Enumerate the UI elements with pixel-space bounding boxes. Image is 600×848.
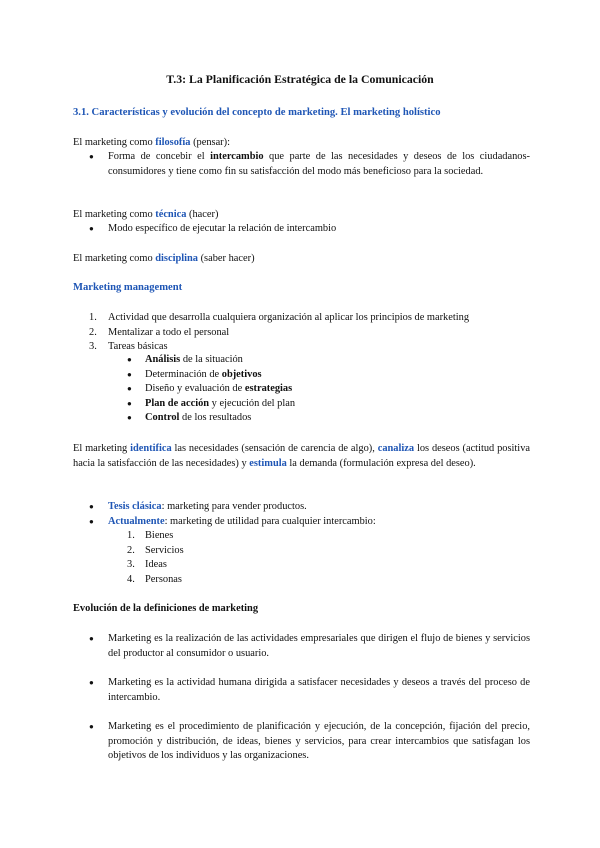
list-number: 3. bbox=[127, 559, 135, 571]
keyword-filosofia: filosofía bbox=[155, 137, 191, 148]
list-item bbox=[73, 397, 530, 412]
text: la demanda (formulación expresa del deseo). bbox=[286, 457, 476, 469]
list-number: 4. bbox=[127, 573, 135, 585]
list-item bbox=[73, 353, 530, 368]
keyword-actualmente: Actualmente bbox=[108, 515, 165, 527]
identifica-paragraph bbox=[73, 442, 530, 471]
list-item bbox=[73, 558, 530, 573]
text: : marketing de utilidad para cualquier intercambio: bbox=[164, 515, 376, 527]
list-item bbox=[73, 515, 530, 530]
keyword: Plan de acción bbox=[145, 397, 210, 409]
list-item bbox=[73, 368, 530, 383]
text: Servicios bbox=[145, 544, 184, 556]
disciplina-line bbox=[73, 252, 530, 267]
text: (pensar): bbox=[190, 137, 230, 148]
tecnica-list bbox=[73, 222, 530, 237]
list-item bbox=[73, 150, 530, 179]
text: que parte de las necesidades y deseos de los ciudadanos-consumidores y tiene como fin su satisfacción del modo más beneficioso para la sociedad. bbox=[108, 151, 531, 177]
list-number: 3. bbox=[89, 341, 97, 353]
text: : marketing para vender productos. bbox=[161, 501, 307, 512]
text: de los resultados bbox=[179, 412, 252, 424]
document-title: T.3: La Planificación Estratégica de la Comunicación bbox=[166, 72, 434, 86]
text: Bienes bbox=[145, 530, 174, 541]
text: (hacer) bbox=[186, 209, 219, 220]
text: Tareas básicas bbox=[108, 341, 168, 353]
text: El marketing bbox=[73, 443, 131, 454]
keyword-estimula: estimula bbox=[249, 457, 287, 469]
list-item bbox=[73, 311, 530, 326]
definition-list-1 bbox=[73, 632, 530, 661]
list-item bbox=[73, 573, 530, 588]
list-item: ● Modo específico de ejecutar la relación de intercambio bbox=[73, 222, 530, 237]
text: El marketing como bbox=[73, 253, 156, 264]
list-number: 2. bbox=[89, 326, 97, 338]
keyword: Control bbox=[145, 412, 180, 424]
text: El marketing como bbox=[73, 209, 156, 220]
keyword: Análisis bbox=[145, 354, 181, 365]
keyword: estrategias bbox=[244, 383, 293, 395]
list-item bbox=[73, 500, 530, 515]
text: (saber hacer) bbox=[198, 253, 255, 264]
definition-item: ● Marketing es el procedimiento de planificación y ejecución, de la concepción, fijación del precio, promoción y distribución, de ideas, bienes y servicios, para crear intercambios que satisfagan los objetivos de los individuos y las organizaciones. bbox=[73, 720, 530, 764]
tasks-list bbox=[73, 353, 530, 426]
section-heading: 3.1. Características y evolución del concepto de marketing. El marketing holístico bbox=[73, 107, 441, 118]
keyword-tecnica: técnica bbox=[155, 209, 187, 220]
text: Actividad que desarrolla cualquiera organización al aplicar los principios de marketing bbox=[108, 312, 470, 323]
list-number: 1. bbox=[127, 530, 135, 541]
keyword-intercambio: intercambio bbox=[210, 151, 264, 162]
tesis-list bbox=[73, 500, 530, 529]
keyword: objetivos bbox=[221, 368, 262, 380]
definition-list-2 bbox=[73, 676, 530, 705]
filosofia-list bbox=[73, 150, 530, 179]
management-heading: Marketing management bbox=[73, 282, 183, 293]
definition-list-3 bbox=[73, 720, 530, 764]
text: Mentalizar a todo el personal bbox=[108, 326, 230, 338]
keyword-tesis-clasica: Tesis clásica bbox=[108, 501, 162, 512]
filosofia-line bbox=[73, 136, 530, 151]
list-item bbox=[73, 544, 530, 559]
definition-item: ● Marketing es la realización de las actividades empresariales que dirigen el flujo de bienes y servicios del productor al consumidor o usuario. bbox=[73, 632, 530, 661]
text: y ejecución del plan bbox=[209, 397, 296, 409]
list-item bbox=[73, 382, 530, 397]
list-number: 2. bbox=[127, 544, 135, 556]
list-item bbox=[73, 326, 530, 341]
text: El marketing como bbox=[73, 137, 156, 148]
list-item bbox=[73, 411, 530, 426]
keyword-identifica: identifica bbox=[130, 443, 172, 454]
keyword-disciplina: disciplina bbox=[155, 253, 198, 264]
keyword-canaliza: canaliza bbox=[377, 443, 415, 454]
list-number: 1. bbox=[89, 312, 97, 323]
text: Diseño y evaluación de bbox=[145, 383, 245, 395]
tecnica-line bbox=[73, 208, 530, 223]
text: los deseos (actitud positiva hacia la satisfacción de las necesidades) y bbox=[73, 443, 530, 469]
definition-item: ● Marketing es la actividad humana dirigida a satisfacer necesidades y deseos a través del proceso de intercambio. bbox=[73, 676, 530, 705]
text: las necesidades (sensación de carencia de algo), bbox=[171, 443, 378, 454]
list-item bbox=[73, 529, 530, 544]
text: Ideas bbox=[145, 559, 167, 571]
management-list bbox=[73, 311, 530, 355]
evolucion-heading: Evolución de la definiciones de marketing bbox=[73, 603, 259, 614]
text: Forma de concebir el bbox=[108, 151, 211, 162]
types-list bbox=[73, 529, 530, 587]
text: Determinación de bbox=[145, 368, 222, 380]
text: Personas bbox=[145, 573, 182, 585]
text: de la situación bbox=[180, 354, 243, 365]
